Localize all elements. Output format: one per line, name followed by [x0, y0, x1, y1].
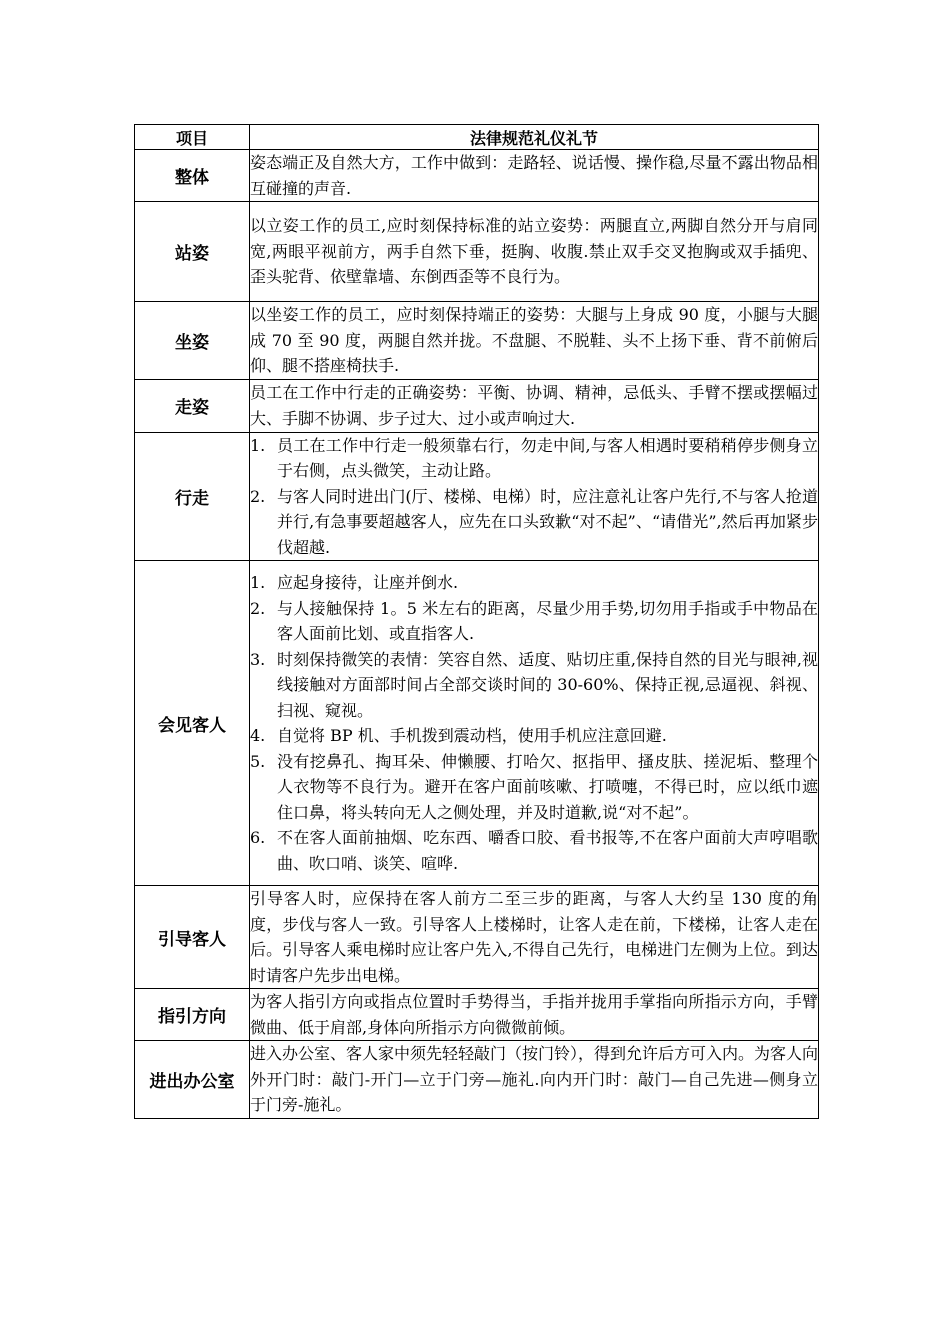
list-item [250, 723, 818, 749]
row-text: 以坐姿工作的员工，应时刻保持端正的姿势：大腿与上身成 90 度，小腿与大腿成 70 至 90 度，两腿自然并拢。不盘腿、不脱鞋、头不上扬下垂、背不前俯后仰、腿不搭座椅扶手. [250, 302, 819, 380]
row-label: 会见客人 [135, 561, 250, 886]
table-row [135, 150, 819, 202]
list-text: 与客人同时进出门(厅、楼梯、电梯）时，应注意礼让客户先行,不与客人抢道并行,有急事要超越客人，应先在口头致歉“对不起”、“请借光”,然后再加紧步伐超越. [277, 486, 818, 557]
row-label: 行走 [135, 432, 250, 561]
numbered-list [250, 433, 818, 561]
list-number: 6. [250, 828, 266, 847]
list-number: 1. [250, 435, 266, 455]
row-text: 进入办公室、客人家中须先轻轻敲门（按门铃），得到允许后方可入内。为客人向外开门时：敲门-开门—立于门旁—施礼.向内开门时：敲门—自己先进—侧身立于门旁-施礼。 [250, 1041, 819, 1119]
row-label: 引导客人 [135, 886, 250, 989]
list-text: 员工在工作中行走一般须靠右行，勿走中间,与客人相遇时要稍稍停步侧身立于右侧，点头微笑，主动让路。 [277, 435, 818, 480]
list-item [250, 433, 818, 484]
row-list-cell [250, 561, 819, 886]
row-text: 为客人指引方向或指点位置时手势得当，手指并拢用手掌指向所指示方向，手臂微曲、低于肩部,身体向所指示方向微微前倾。 [250, 989, 819, 1041]
etiquette-table [134, 124, 819, 1119]
table-row [135, 989, 819, 1041]
table-header-row [135, 125, 819, 150]
table-row [135, 561, 819, 886]
row-text: 姿态端正及自然大方，工作中做到：走路轻、说话慢、操作稳,尽量不露出物品相互碰撞的声音. [250, 150, 819, 202]
table-row [135, 886, 819, 989]
row-list-cell [250, 432, 819, 561]
row-label: 走姿 [135, 379, 250, 432]
list-text: 应起身接待，让座并倒水. [277, 573, 459, 592]
row-label: 进出办公室 [135, 1041, 250, 1119]
header-item: 项目 [135, 125, 250, 150]
row-label: 整体 [135, 150, 250, 202]
list-text: 不在客人面前抽烟、吃东西、嚼香口胶、看书报等,不在客户面前大声哼唱歌曲、吹口哨、谈笑、喧哗. [277, 828, 818, 873]
list-item [250, 570, 818, 596]
row-text: 员工在工作中行走的正确姿势：平衡、协调、精神，忌低头、手臂不摆或摆幅过大、手脚不协调、步子过大、过小或声响过大. [250, 379, 819, 432]
list-text: 时刻保持微笑的表情：笑容自然、适度、贴切庄重,保持自然的目光与眼神,视线接触对方面部时间占全部交谈时间的 30-60%、保持正视,忌逼视、斜视、扫视、窥视。 [277, 649, 818, 720]
list-text: 没有挖鼻孔、掏耳朵、伸懒腰、打哈欠、抠指甲、搔皮肤、搓泥垢、整理个人衣物等不良行为。避开在客户面前咳嗽、打喷嚏，不得已时，应以纸巾遮住口鼻，将头转向无人之侧处理，并及时道歉,说“对不起”。 [277, 751, 818, 822]
list-number: 3. [250, 649, 266, 669]
numbered-list [250, 570, 818, 876]
list-number: 5. [250, 751, 266, 771]
row-label: 指引方向 [135, 989, 250, 1041]
list-item [250, 484, 818, 561]
list-number: 2. [250, 486, 266, 506]
header-content: 法律规范礼仪礼节 [250, 125, 819, 150]
list-item [250, 825, 818, 876]
table-row [135, 432, 819, 561]
list-item [250, 647, 818, 724]
list-number: 4. [250, 726, 266, 745]
table-row [135, 1041, 819, 1119]
list-number: 1. [250, 573, 266, 592]
list-text: 与人接触保持 1。5 米左右的距离，尽量少用手势,切勿用手指或手中物品在客人面前比划、或直指客人. [277, 598, 818, 643]
row-label: 站姿 [135, 202, 250, 302]
table-row [135, 379, 819, 432]
list-number: 2. [250, 598, 266, 618]
list-item [250, 749, 818, 826]
table-row [135, 302, 819, 380]
list-text: 自觉将 BP 机、手机拨到震动档，使用手机应注意回避. [277, 726, 667, 745]
row-label: 坐姿 [135, 302, 250, 380]
row-text: 引导客人时，应保持在客人前方二至三步的距离，与客人大约呈 130 度的角度，步伐与客人一致。引导客人上楼梯时，让客人走在前，下楼梯，让客人走在后。引导客人乘电梯时应让客户先入,不得自己先行，电梯进门左侧为上位。到达时请客户先步出电梯。 [250, 886, 819, 989]
list-item [250, 596, 818, 647]
row-text: 以立姿工作的员工,应时刻保持标准的站立姿势：两腿直立,两脚自然分开与肩同宽,两眼平视前方，两手自然下垂，挺胸、收腹.禁止双手交叉抱胸或双手插兜、歪头驼背、依壁靠墙、东倒西歪等不良行为。 [250, 202, 819, 302]
table-row [135, 202, 819, 302]
